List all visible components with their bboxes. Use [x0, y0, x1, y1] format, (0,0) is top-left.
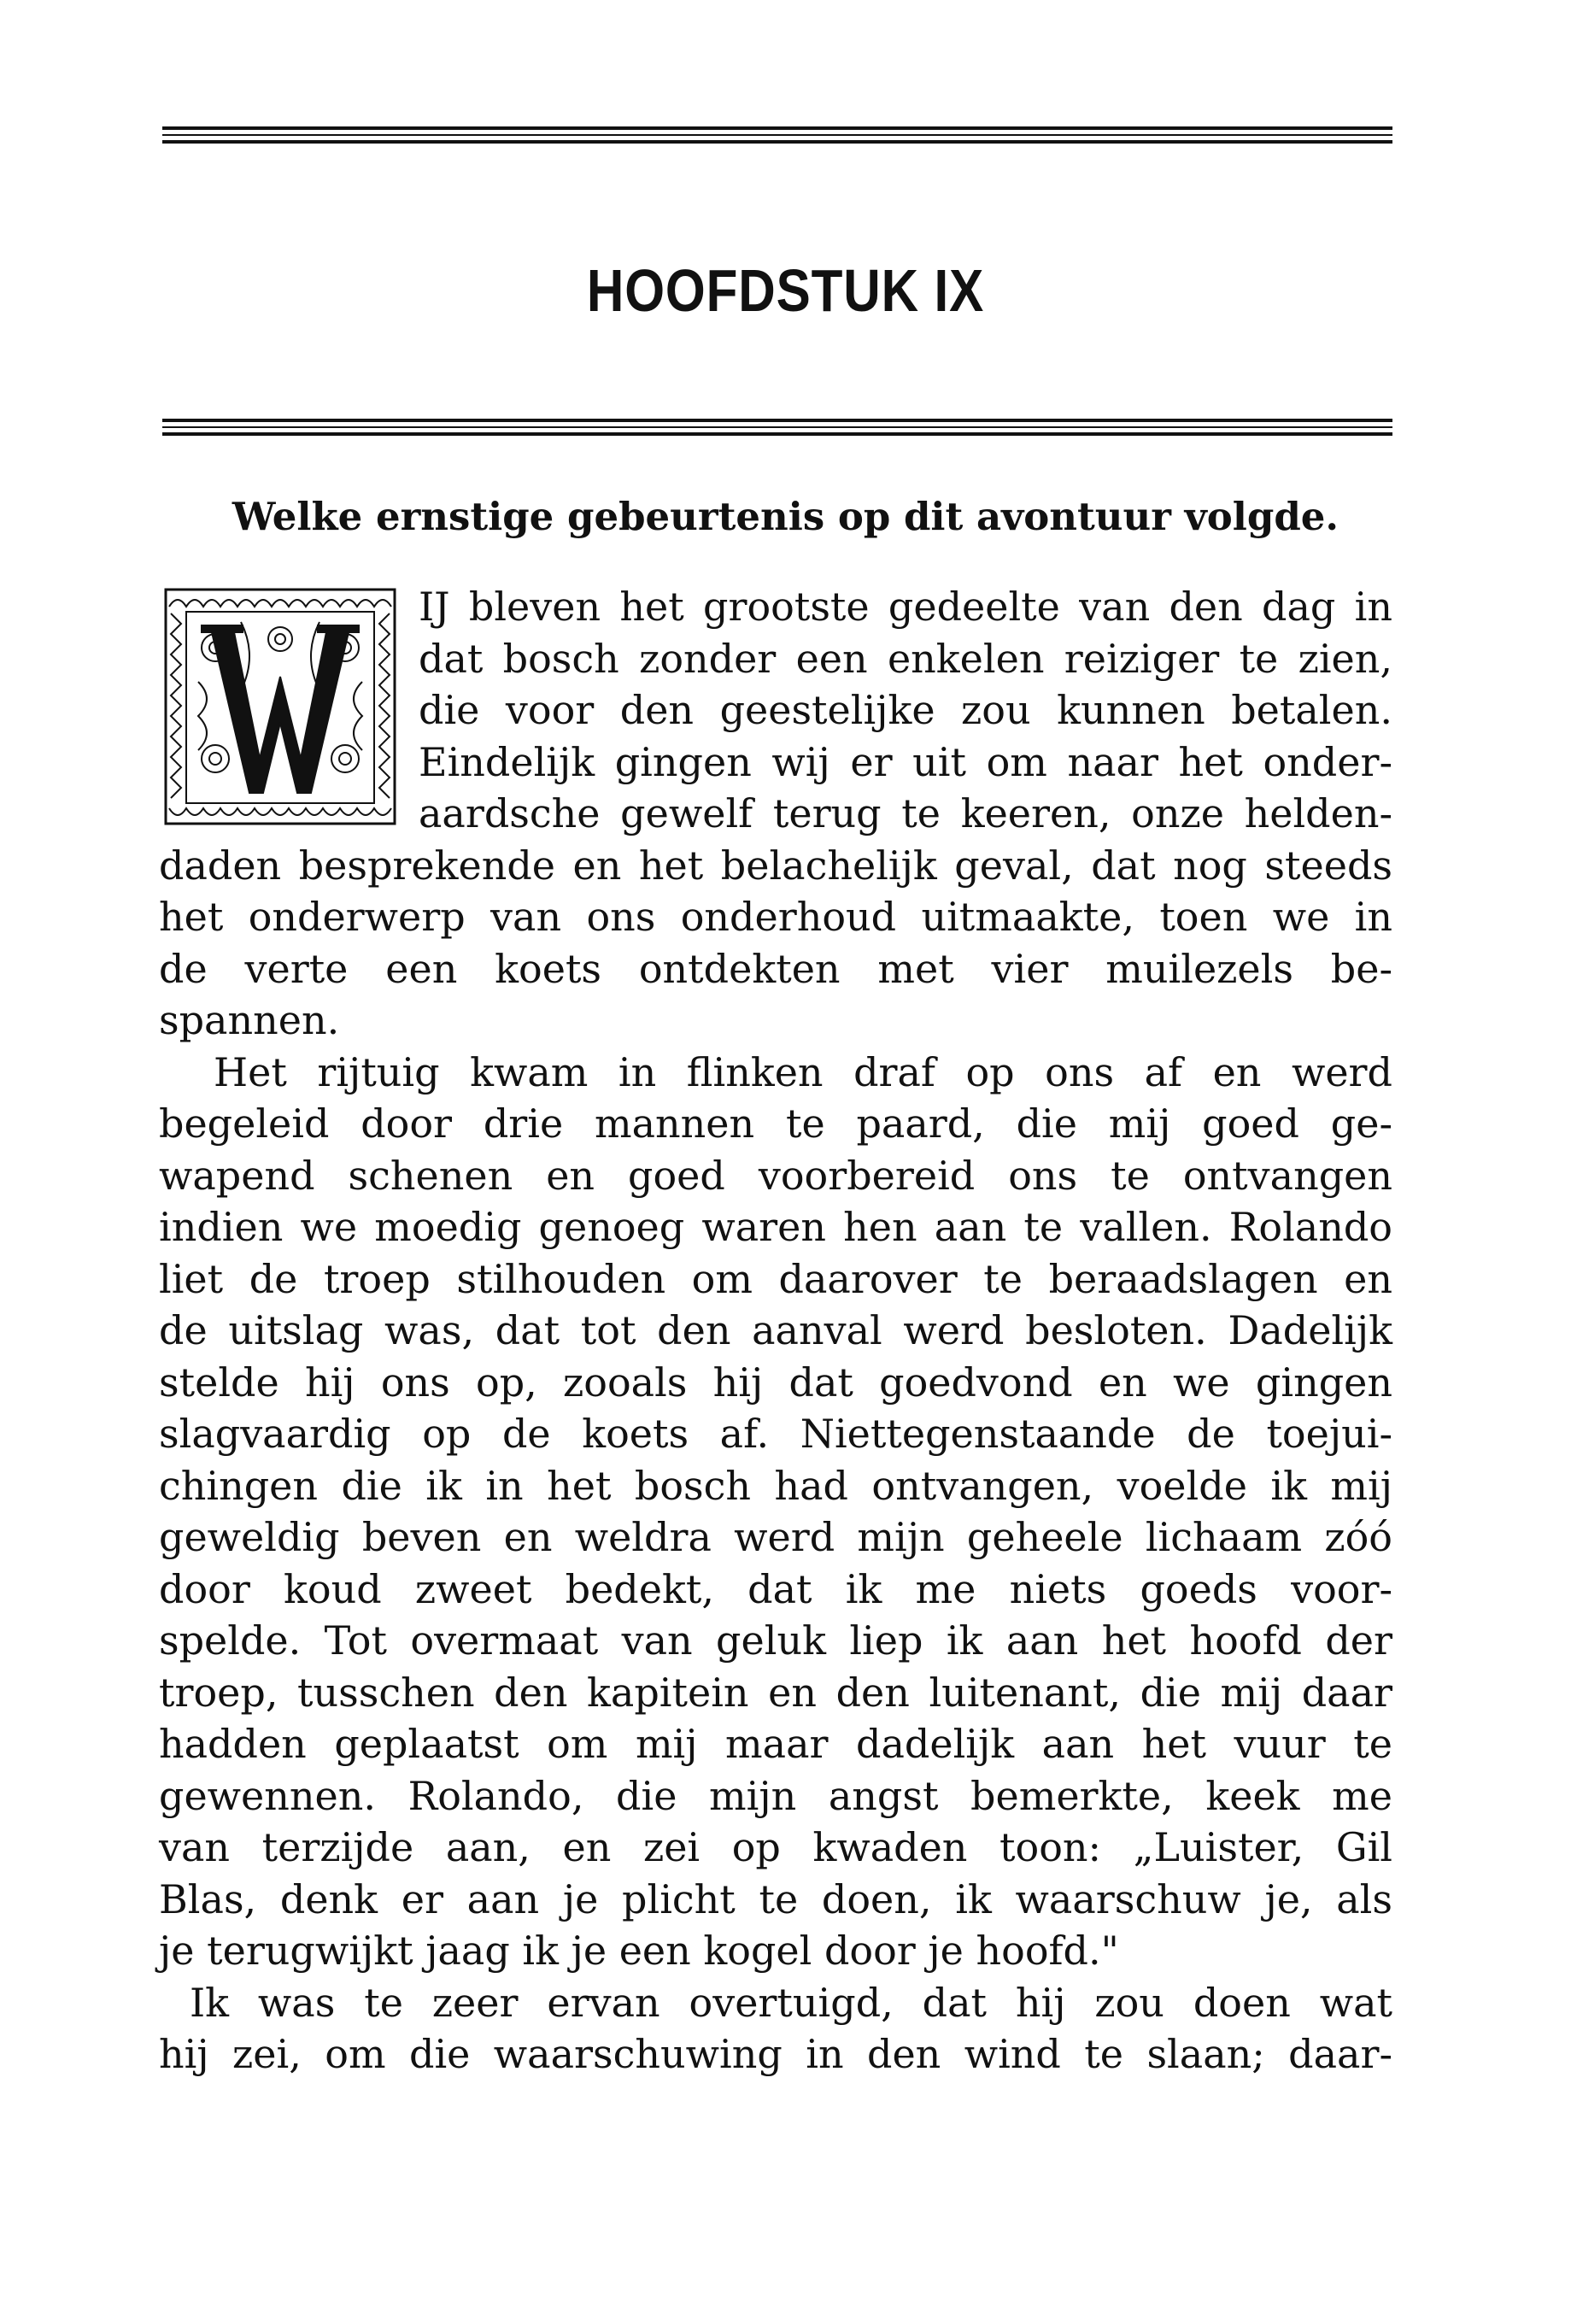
middle-ornamental-rule	[162, 419, 1392, 439]
text-line: hadden geplaatst om mij maar dadelijk aan het vuur te	[159, 1721, 1392, 1767]
text-line: Blas, denk er aan je plicht te doen, ik waarschuw je, als	[159, 1875, 1392, 1922]
rule-line	[162, 140, 1392, 144]
text-line: Ik was te zeer ervan overtuigd, dat hij zou doen wat	[190, 1979, 1392, 2026]
text-line: van terzijde aan, en zei op kwaden toon: „Luister, Gil	[159, 1824, 1392, 1870]
text-line: die voor den geestelijke zou kunnen betalen.	[419, 687, 1392, 733]
ornamental-initial	[164, 588, 396, 825]
text-line: slagvaardig op de koets af. Niettegenstaande de toejui-	[159, 1411, 1392, 1457]
text-line: spelde. Tot overmaat van geluk liep ik aan het hoofd der	[159, 1617, 1392, 1664]
text-line: begeleid door drie mannen te paard, die mij goed ge-	[159, 1100, 1392, 1147]
text-line: Het rijtuig kwam in flinken draf op ons af en werd	[214, 1048, 1392, 1095]
text-line: het onderwerp van ons onderhoud uitmaakte, toen we in	[159, 894, 1392, 940]
ornamental-initial-w-icon	[164, 588, 396, 825]
text-line: wapend schenen en goed voorbereid ons te ontvangen	[159, 1152, 1392, 1199]
chapter-title: HOOFDSTUK IX	[586, 257, 985, 324]
text-line: IJ bleven het grootste gedeelte van den dag in	[419, 584, 1392, 630]
rule-line	[162, 432, 1392, 436]
text-line: troep, tusschen den kapitein en den luitenant, die mij daar	[159, 1669, 1392, 1716]
rule-line	[162, 126, 1392, 130]
text-line: de uitslag was, dat tot den aanval werd besloten. Dadelijk	[159, 1307, 1392, 1353]
top-ornamental-rule	[162, 126, 1392, 147]
text-line: aardsche gewelf terug te keeren, onze helden-	[419, 790, 1392, 836]
text-line: indien we moedig genoeg waren hen aan te vallen. Rolando	[159, 1204, 1392, 1250]
text-line: liet de troep stilhouden om daarover te beraadslagen en	[159, 1255, 1392, 1302]
text-line: stelde hij ons op, zooals hij dat goedvond en we gingen	[159, 1359, 1392, 1406]
text-line: de verte een koets ontdekten met vier muilezels be-	[159, 945, 1392, 992]
rule-line	[162, 419, 1392, 422]
text-line: geweldig beven en weldra werd mijn geheele lichaam zóó	[159, 1514, 1392, 1560]
rule-line	[162, 426, 1392, 428]
text-line: je terugwijkt jaag ik je een kogel door je hoofd."	[159, 1928, 1119, 1974]
text-line: gewennen. Rolando, die mijn angst bemerkte, keek me	[159, 1772, 1392, 1819]
text-line: chingen die ik in het bosch had ontvangen, voelde ik mij	[159, 1462, 1392, 1509]
text-line: Eindelijk gingen wij er uit om naar het onder-	[419, 738, 1392, 785]
text-line: hij zei, om die waarschuwing in den wind te slaan; daar-	[159, 2031, 1392, 2077]
rule-line	[162, 134, 1392, 136]
text-line: spannen.	[159, 997, 340, 1043]
text-line: dat bosch zonder een enkelen reiziger te zien,	[419, 635, 1392, 682]
chapter-subtitle: Welke ernstige gebeurtenis op dit avontuur volgde.	[232, 494, 1339, 539]
text-line: door koud zweet bedekt, dat ik me niets goeds voor-	[159, 1565, 1392, 1612]
text-line: daden besprekende en het belachelijk geval, dat nog steeds	[159, 842, 1392, 889]
